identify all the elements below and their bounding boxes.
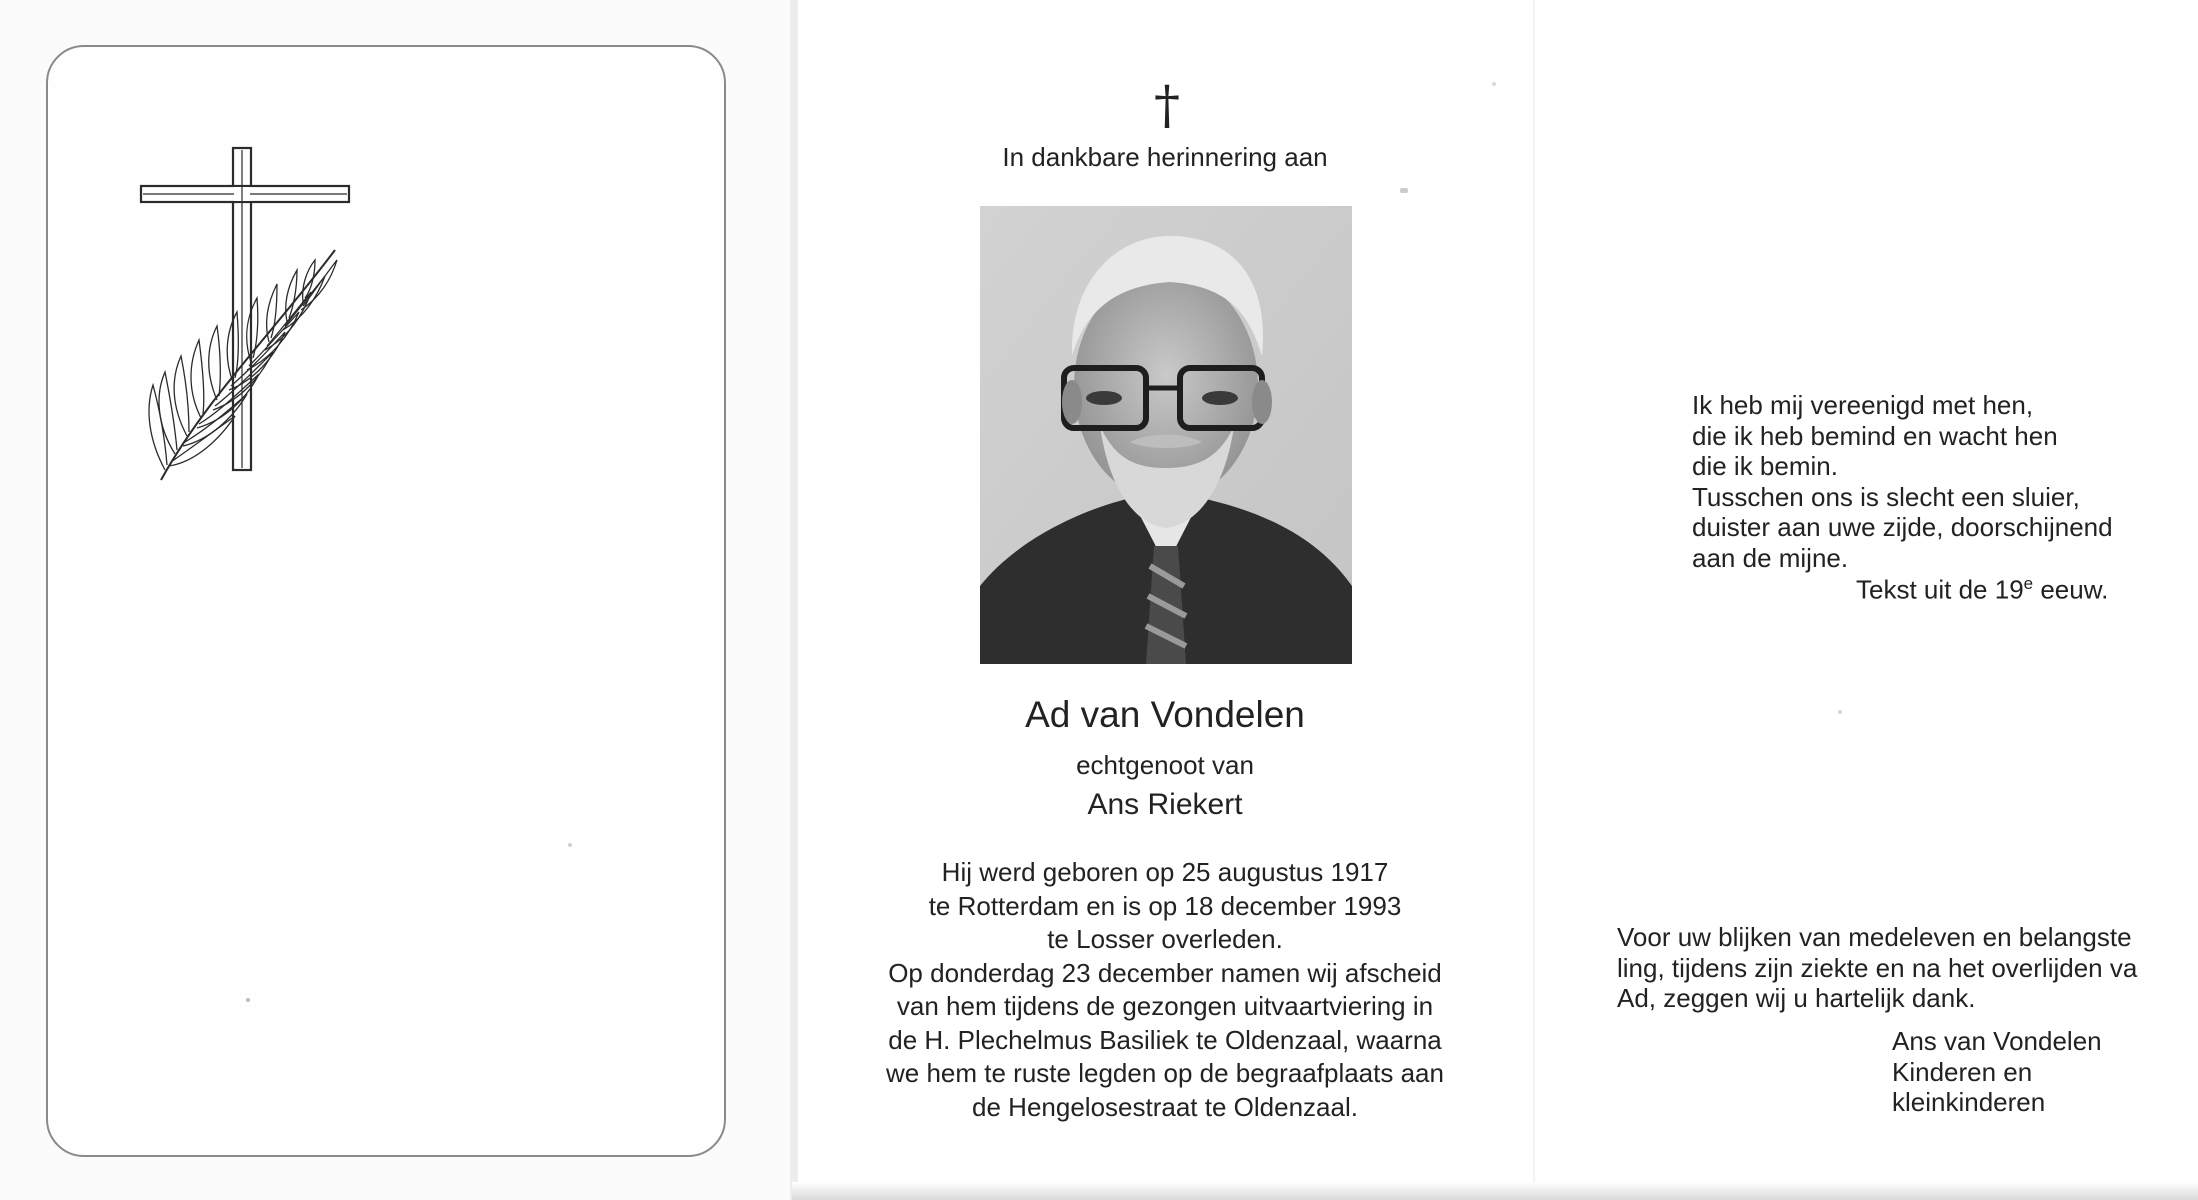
paper-speck xyxy=(1400,188,1408,193)
poem-source-superscript: e xyxy=(2023,574,2034,593)
poem-line: aan de mijne. xyxy=(1692,542,1849,573)
poem-line: die ik bemin. xyxy=(1692,451,1838,481)
bio-line: Op donderdag 23 december namen wij afscheid xyxy=(888,957,1442,988)
signoff-line: Ans van Vondelen xyxy=(1892,1026,2102,1056)
intro-heading: In dankbare herinnering aan xyxy=(1002,142,1328,172)
paper-speck xyxy=(1838,710,1842,714)
thanks-line: ling, tijdens zijn ziekte en na het overlijden va xyxy=(1617,952,2138,983)
poem-line: Ik heb mij vereenigd met hen, xyxy=(1692,390,2034,420)
poem-line: Tusschen ons is slecht een sluier, xyxy=(1692,481,2080,512)
small-cross-symbol: † xyxy=(1154,76,1180,136)
thank-you-note xyxy=(1617,922,2198,1014)
poem-source-suffix: eeuw. xyxy=(2033,574,2109,605)
poem-line: duister aan uwe zijde, doorschijnend xyxy=(1692,512,2113,542)
spouse-name: Ans Riekert xyxy=(1087,788,1243,821)
bio-line: te Rotterdam en is op 18 december 1993 xyxy=(928,890,1402,921)
bio-line: Hij werd geboren op 25 augustus 1917 xyxy=(941,857,1389,887)
memorial-poem xyxy=(1692,390,2132,573)
spouse-label: echtgenoot van xyxy=(1076,750,1254,780)
poem-source-prefix: Tekst uit de 19 xyxy=(1856,574,2024,605)
poem-line: die ik heb bemind en wacht hen xyxy=(1692,420,2058,451)
thanks-line: Ad, zeggen wij u hartelijk dank. xyxy=(1617,983,1976,1013)
poem-source xyxy=(1856,574,2156,606)
bio-line: van hem tijdens de gezongen uitvaartviering in xyxy=(896,991,1434,1021)
panel-divider xyxy=(790,0,798,1200)
bio-line: we hem te ruste legden op de begraafplaats aan xyxy=(886,1058,1444,1088)
signoff-line: kleinkinderen xyxy=(1892,1087,2046,1117)
signoff-line: Kinderen en xyxy=(1892,1056,2033,1087)
paper-speck xyxy=(246,998,250,1002)
card-bottom-edge xyxy=(792,1182,2198,1200)
cross-with-palm-branch-icon xyxy=(135,140,370,490)
bio-line: de Hengelosestraat te Oldenzaal. xyxy=(972,1091,1358,1122)
thanks-line: Voor uw blijken van medeleven en belangste xyxy=(1617,922,2132,952)
deceased-name: Ad van Vondelen xyxy=(1025,694,1305,735)
bio-line: te Losser overleden. xyxy=(1047,924,1283,954)
portrait-photo xyxy=(980,206,1352,664)
bio-line: de H. Plechelmus Basiliek te Oldenzaal, waarna xyxy=(888,1024,1442,1055)
paper-speck xyxy=(568,843,572,847)
paper-speck xyxy=(1492,82,1496,86)
family-signoff xyxy=(1892,1026,2192,1118)
biography-text xyxy=(840,856,1490,1124)
